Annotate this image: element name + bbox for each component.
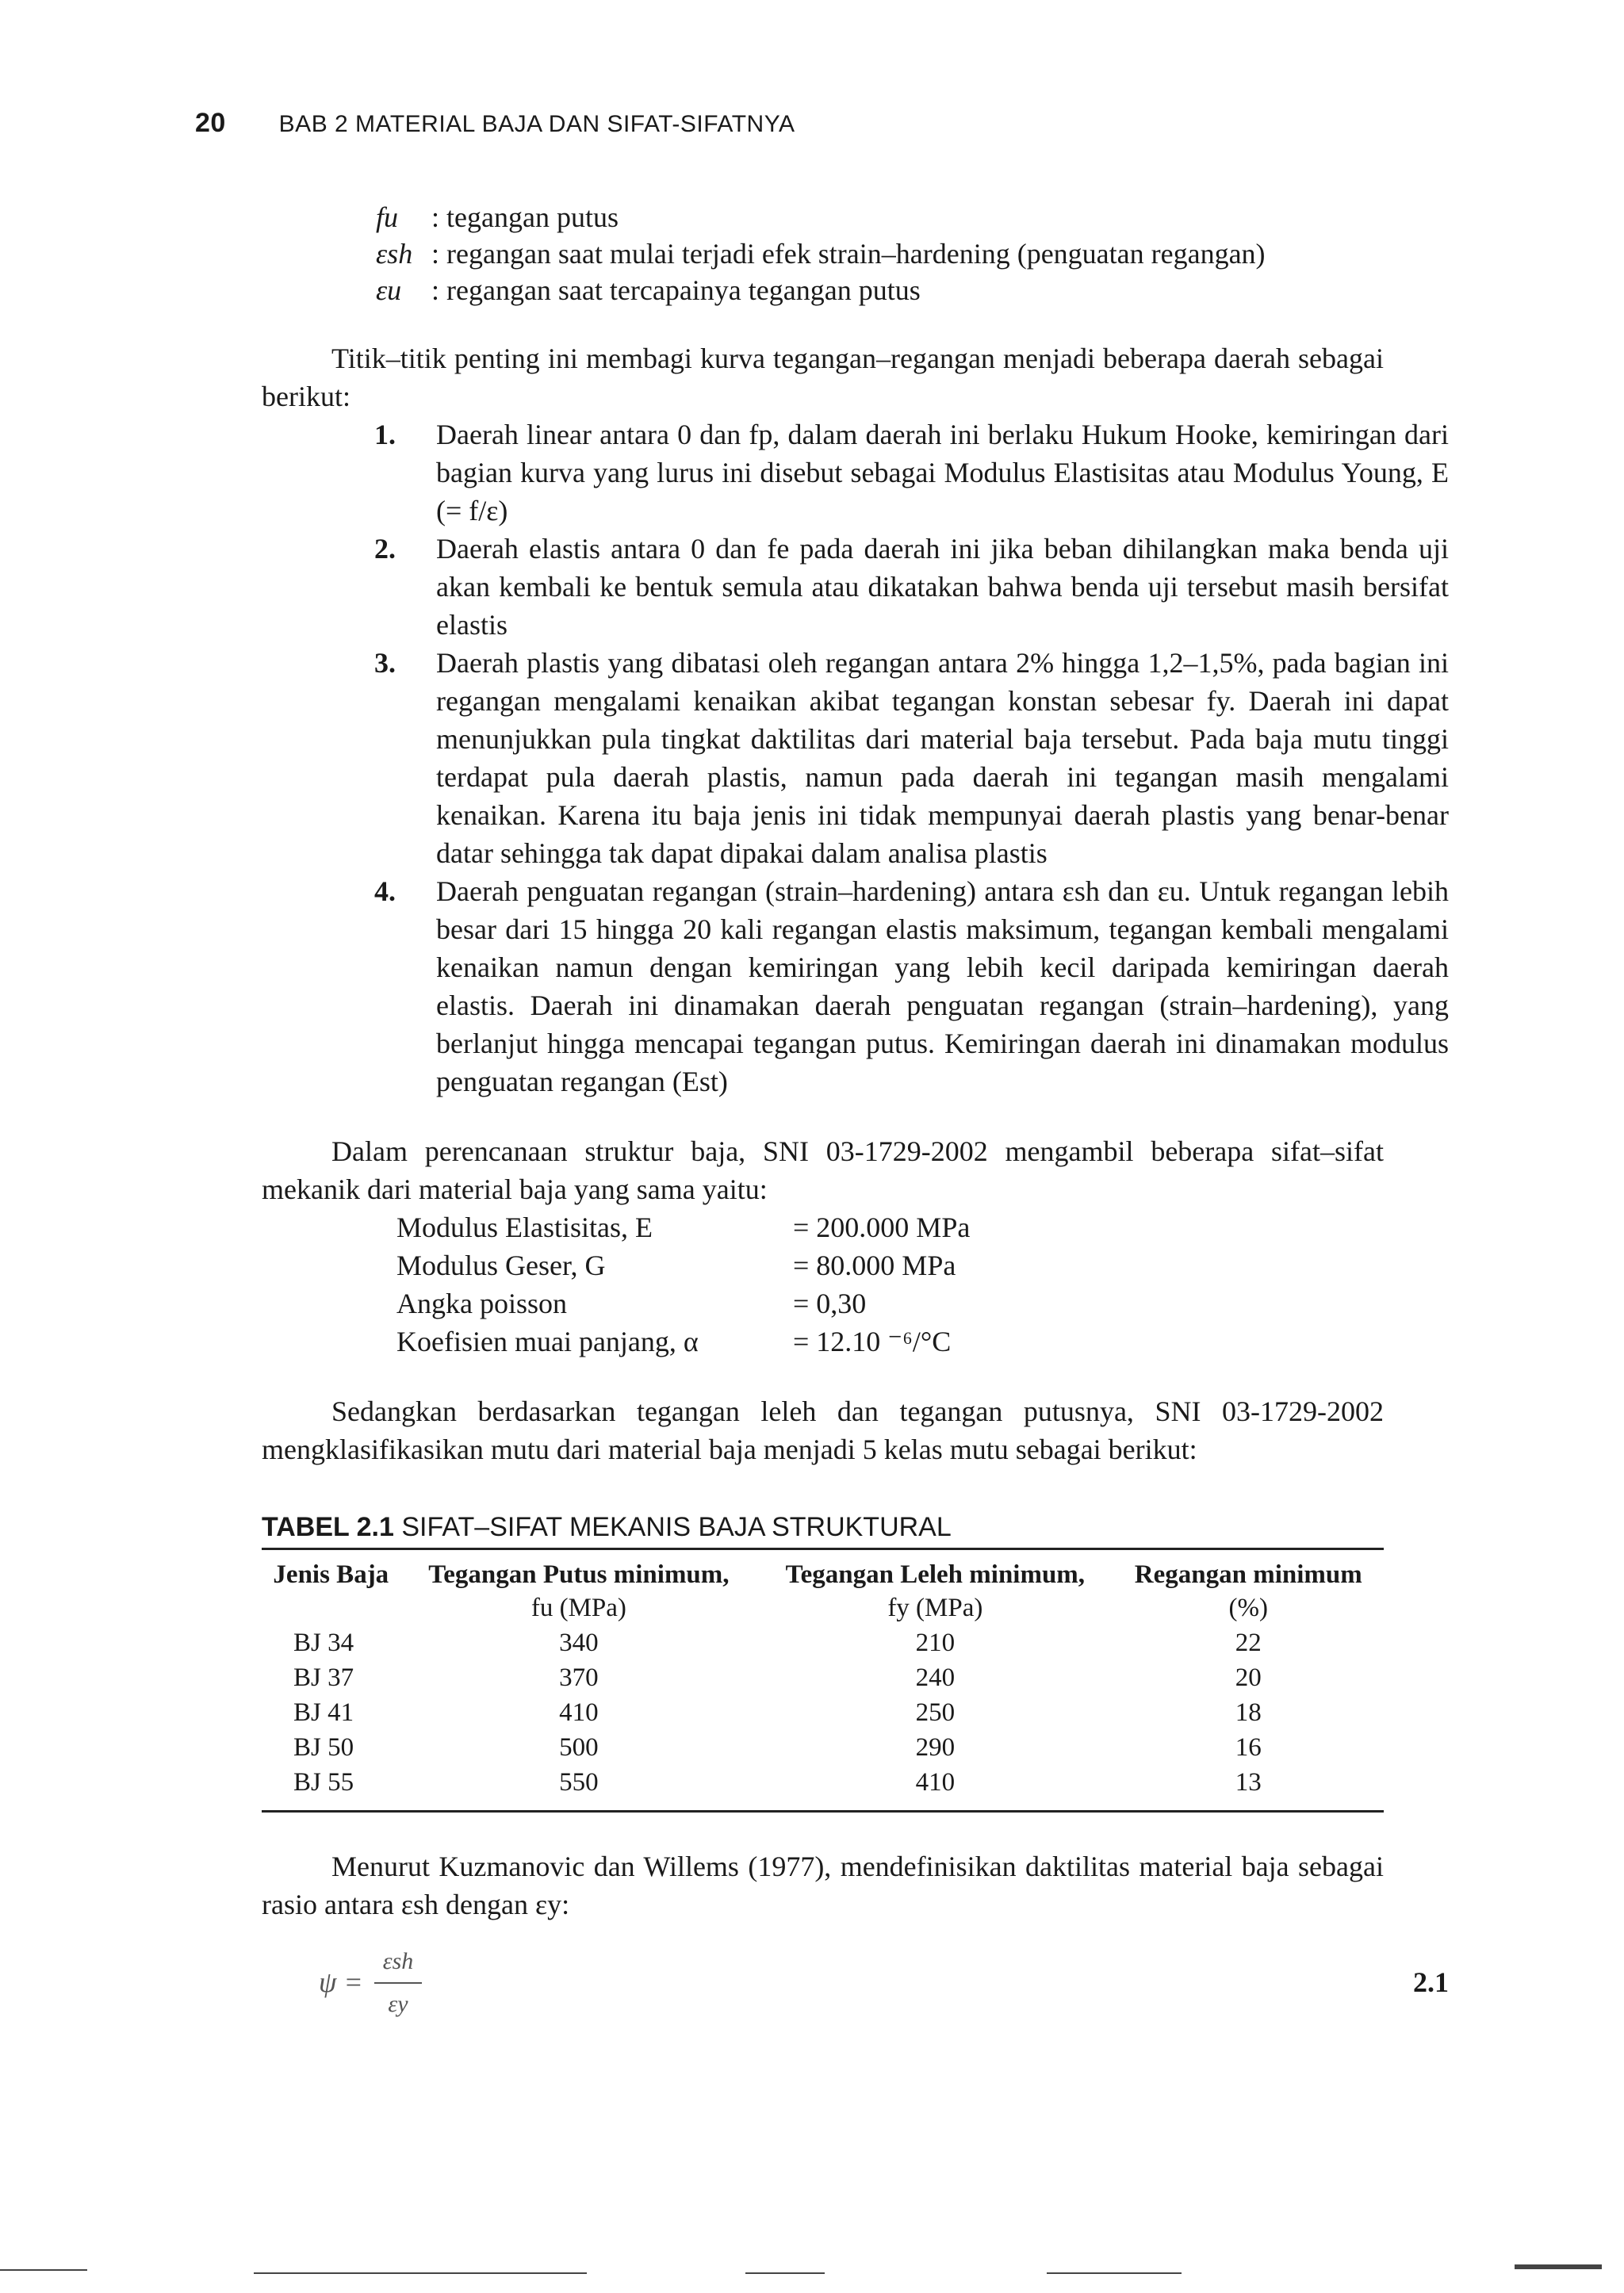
property-label: Angka poisson xyxy=(396,1288,567,1319)
header-main: Tegangan Putus minimum, xyxy=(428,1560,730,1589)
table-row xyxy=(262,1695,1384,1730)
table-cell: 370 xyxy=(559,1663,599,1692)
item-text: Daerah linear antara 0 dan fp, dalam daerah ini berlaku Hukum Hooke, kemiringan dari bagian kurva yang lurus ini disebut sebagai Modulus Elastisitas atau Modulus Young, E (= f/ε) xyxy=(436,419,1449,526)
header-main: Tegangan Leleh minimum, xyxy=(785,1560,1086,1589)
equation-lhs: ψ = xyxy=(319,1966,363,1998)
table-cell: 410 xyxy=(915,1768,956,1797)
table-cell: 410 xyxy=(559,1698,599,1727)
item-number: 4. xyxy=(374,875,396,907)
symbol-row xyxy=(376,271,1449,308)
property-value: = 12.10 ⁻⁶/°C xyxy=(793,1326,952,1357)
table-cell: 210 xyxy=(915,1629,956,1657)
header-sub: (%) xyxy=(1228,1594,1268,1622)
property-label: Modulus Geser, G xyxy=(396,1250,606,1281)
mechanical-properties-table xyxy=(262,1550,1384,1813)
item-text: Daerah penguatan regangan (strain–hardening) antara εsh dan εu. Untuk regangan lebih besar dari 15 hingga 20 kali regangan elastis maksimum, tegangan kembali mengalami kenaikan namun dengan kemiringan yang lebih kecil daripada kemiringan daerah elastis. Daerah ini dinamakan daerah penguatan regangan (strain–hardening), yang berlanjut hingga mencapai tegangan putus. Kemiringan daerah ini dinamakan modulus penguatan regangan (Est) xyxy=(436,875,1449,1097)
symbol-desc: : tegangan putus xyxy=(431,201,619,233)
property-value: = 200.000 MPa xyxy=(793,1212,971,1243)
symbol-desc: : regangan saat tercapainya tegangan putus xyxy=(431,274,921,306)
symbol: εsh xyxy=(376,238,413,270)
table-cell: 18 xyxy=(1235,1698,1262,1727)
header-main: Regangan minimum xyxy=(1134,1560,1362,1589)
symbol-desc: : regangan saat mulai terjadi efek strain–hardening (penguatan regangan) xyxy=(431,238,1266,270)
footer-rule xyxy=(0,2269,87,2271)
equation-numerator: εsh xyxy=(382,1948,414,1974)
item-text: Daerah plastis yang dibatasi oleh regangan antara 2% hingga 1,2–1,5%, pada bagian ini regangan mengalami kenaikan akibat tegangan konstan sebesar fy. Daerah ini dapat menunjukkan pula tingkat daktilitas dari material baja tersebut. Pada baja mutu tinggi terdapat pula daerah plastis, namun pada daerah ini tegangan masih mengalami kenaikan. Karena itu baja jenis ini tidak mempunyai daerah plastis yang benar-benar datar sehingga tak dapat dipakai dalam analisa plastis xyxy=(436,647,1449,869)
column-header xyxy=(262,1550,400,1625)
column-header xyxy=(400,1550,758,1625)
footer-rule xyxy=(1515,2264,1602,2269)
item-number: 2. xyxy=(374,533,396,565)
region-list xyxy=(327,415,1449,1101)
table-cell: BJ 55 xyxy=(293,1768,354,1797)
table-cell: 22 xyxy=(1235,1629,1262,1657)
footer-rule xyxy=(745,2272,825,2274)
equation-denominator: εy xyxy=(388,1991,408,2017)
item-text: Daerah elastis antara 0 dan fe pada daerah ini jika beban dihilangkan maka benda uji akan kembali ke bentuk semula atau dikatakan bahwa benda uji tersebut masih bersifat elastis xyxy=(436,533,1449,641)
table-label: TABEL 2.1 xyxy=(262,1512,394,1542)
equation-number: 2.1 xyxy=(1413,1966,1449,1998)
property-label: Modulus Elastisitas, E xyxy=(396,1212,653,1243)
table-cell: 250 xyxy=(915,1698,956,1727)
table-row xyxy=(262,1625,1384,1660)
table-caption xyxy=(262,1508,1384,1550)
list-item xyxy=(374,415,1449,530)
symbol-list xyxy=(327,198,1449,308)
page-header xyxy=(195,108,795,139)
chapter-title: BAB 2 MATERIAL BAJA DAN SIFAT-SIFATNYA xyxy=(278,111,795,137)
item-number: 1. xyxy=(374,419,396,450)
header-main: Jenis Baja xyxy=(273,1560,389,1589)
property-row xyxy=(396,1284,1449,1323)
column-header xyxy=(757,1550,1113,1625)
table-row xyxy=(262,1765,1384,1812)
sni-paragraph: Dalam perencanaan struktur baja, SNI 03-1729-2002 mengambil beberapa sifat–sifat mekanik dari material baja yang sama yaitu: xyxy=(262,1135,1384,1205)
table-cell: 500 xyxy=(559,1733,599,1762)
property-label: Koefisien muai panjang, α xyxy=(396,1326,699,1357)
symbol-row xyxy=(376,198,1449,235)
table-cell: 340 xyxy=(559,1629,599,1657)
table-cell: BJ 41 xyxy=(293,1698,354,1727)
symbol: εu xyxy=(376,274,402,306)
equation-block xyxy=(319,1943,1449,2030)
property-value: = 0,30 xyxy=(793,1288,867,1319)
table-cell: 20 xyxy=(1235,1663,1262,1692)
table-header-row xyxy=(262,1550,1384,1625)
footer-rule xyxy=(254,2272,587,2274)
property-row xyxy=(396,1246,1449,1284)
property-row xyxy=(396,1208,1449,1246)
ductility-paragraph: Menurut Kuzmanovic dan Willems (1977), mendefinisikan daktilitas material baja sebagai rasio antara εsh dengan εy: xyxy=(262,1851,1384,1920)
header-sub: fy (MPa) xyxy=(887,1594,983,1622)
header-sub: fu (MPa) xyxy=(530,1594,626,1622)
equation-fraction xyxy=(374,1943,422,2023)
table-title: SIFAT–SIFAT MEKANIS BAJA STRUKTURAL xyxy=(401,1512,952,1542)
symbol-row xyxy=(376,235,1449,271)
footer-rule xyxy=(1047,2272,1182,2274)
table-row xyxy=(262,1730,1384,1765)
page-number: 20 xyxy=(195,108,226,138)
page-content xyxy=(262,198,1449,2030)
table-cell: BJ 50 xyxy=(293,1733,354,1762)
list-item xyxy=(374,644,1449,872)
property-value: = 80.000 MPa xyxy=(793,1250,956,1281)
table-cell: BJ 34 xyxy=(293,1629,354,1657)
table-cell: 240 xyxy=(915,1663,956,1692)
property-list xyxy=(396,1208,1449,1361)
table-cell: 13 xyxy=(1235,1768,1262,1797)
fraction-bar xyxy=(374,1982,422,1984)
table-row xyxy=(262,1660,1384,1695)
list-item xyxy=(374,872,1449,1101)
intro-paragraph: Titik–titik penting ini membagi kurva tegangan–regangan menjadi beberapa daerah sebagai berikut: xyxy=(262,343,1384,412)
list-item xyxy=(374,530,1449,644)
classification-paragraph: Sedangkan berdasarkan tegangan leleh dan tegangan putusnya, SNI 03-1729-2002 mengklasifikasikan mutu dari material baja menjadi 5 kelas mutu sebagai berikut: xyxy=(262,1395,1384,1465)
item-number: 3. xyxy=(374,647,396,679)
table-cell: 290 xyxy=(915,1733,956,1762)
table-cell: 550 xyxy=(559,1768,599,1797)
symbol: fu xyxy=(376,201,399,233)
column-header xyxy=(1113,1550,1384,1625)
table-cell: 16 xyxy=(1235,1733,1262,1762)
property-row xyxy=(396,1323,1449,1361)
table-cell: BJ 37 xyxy=(293,1663,354,1692)
